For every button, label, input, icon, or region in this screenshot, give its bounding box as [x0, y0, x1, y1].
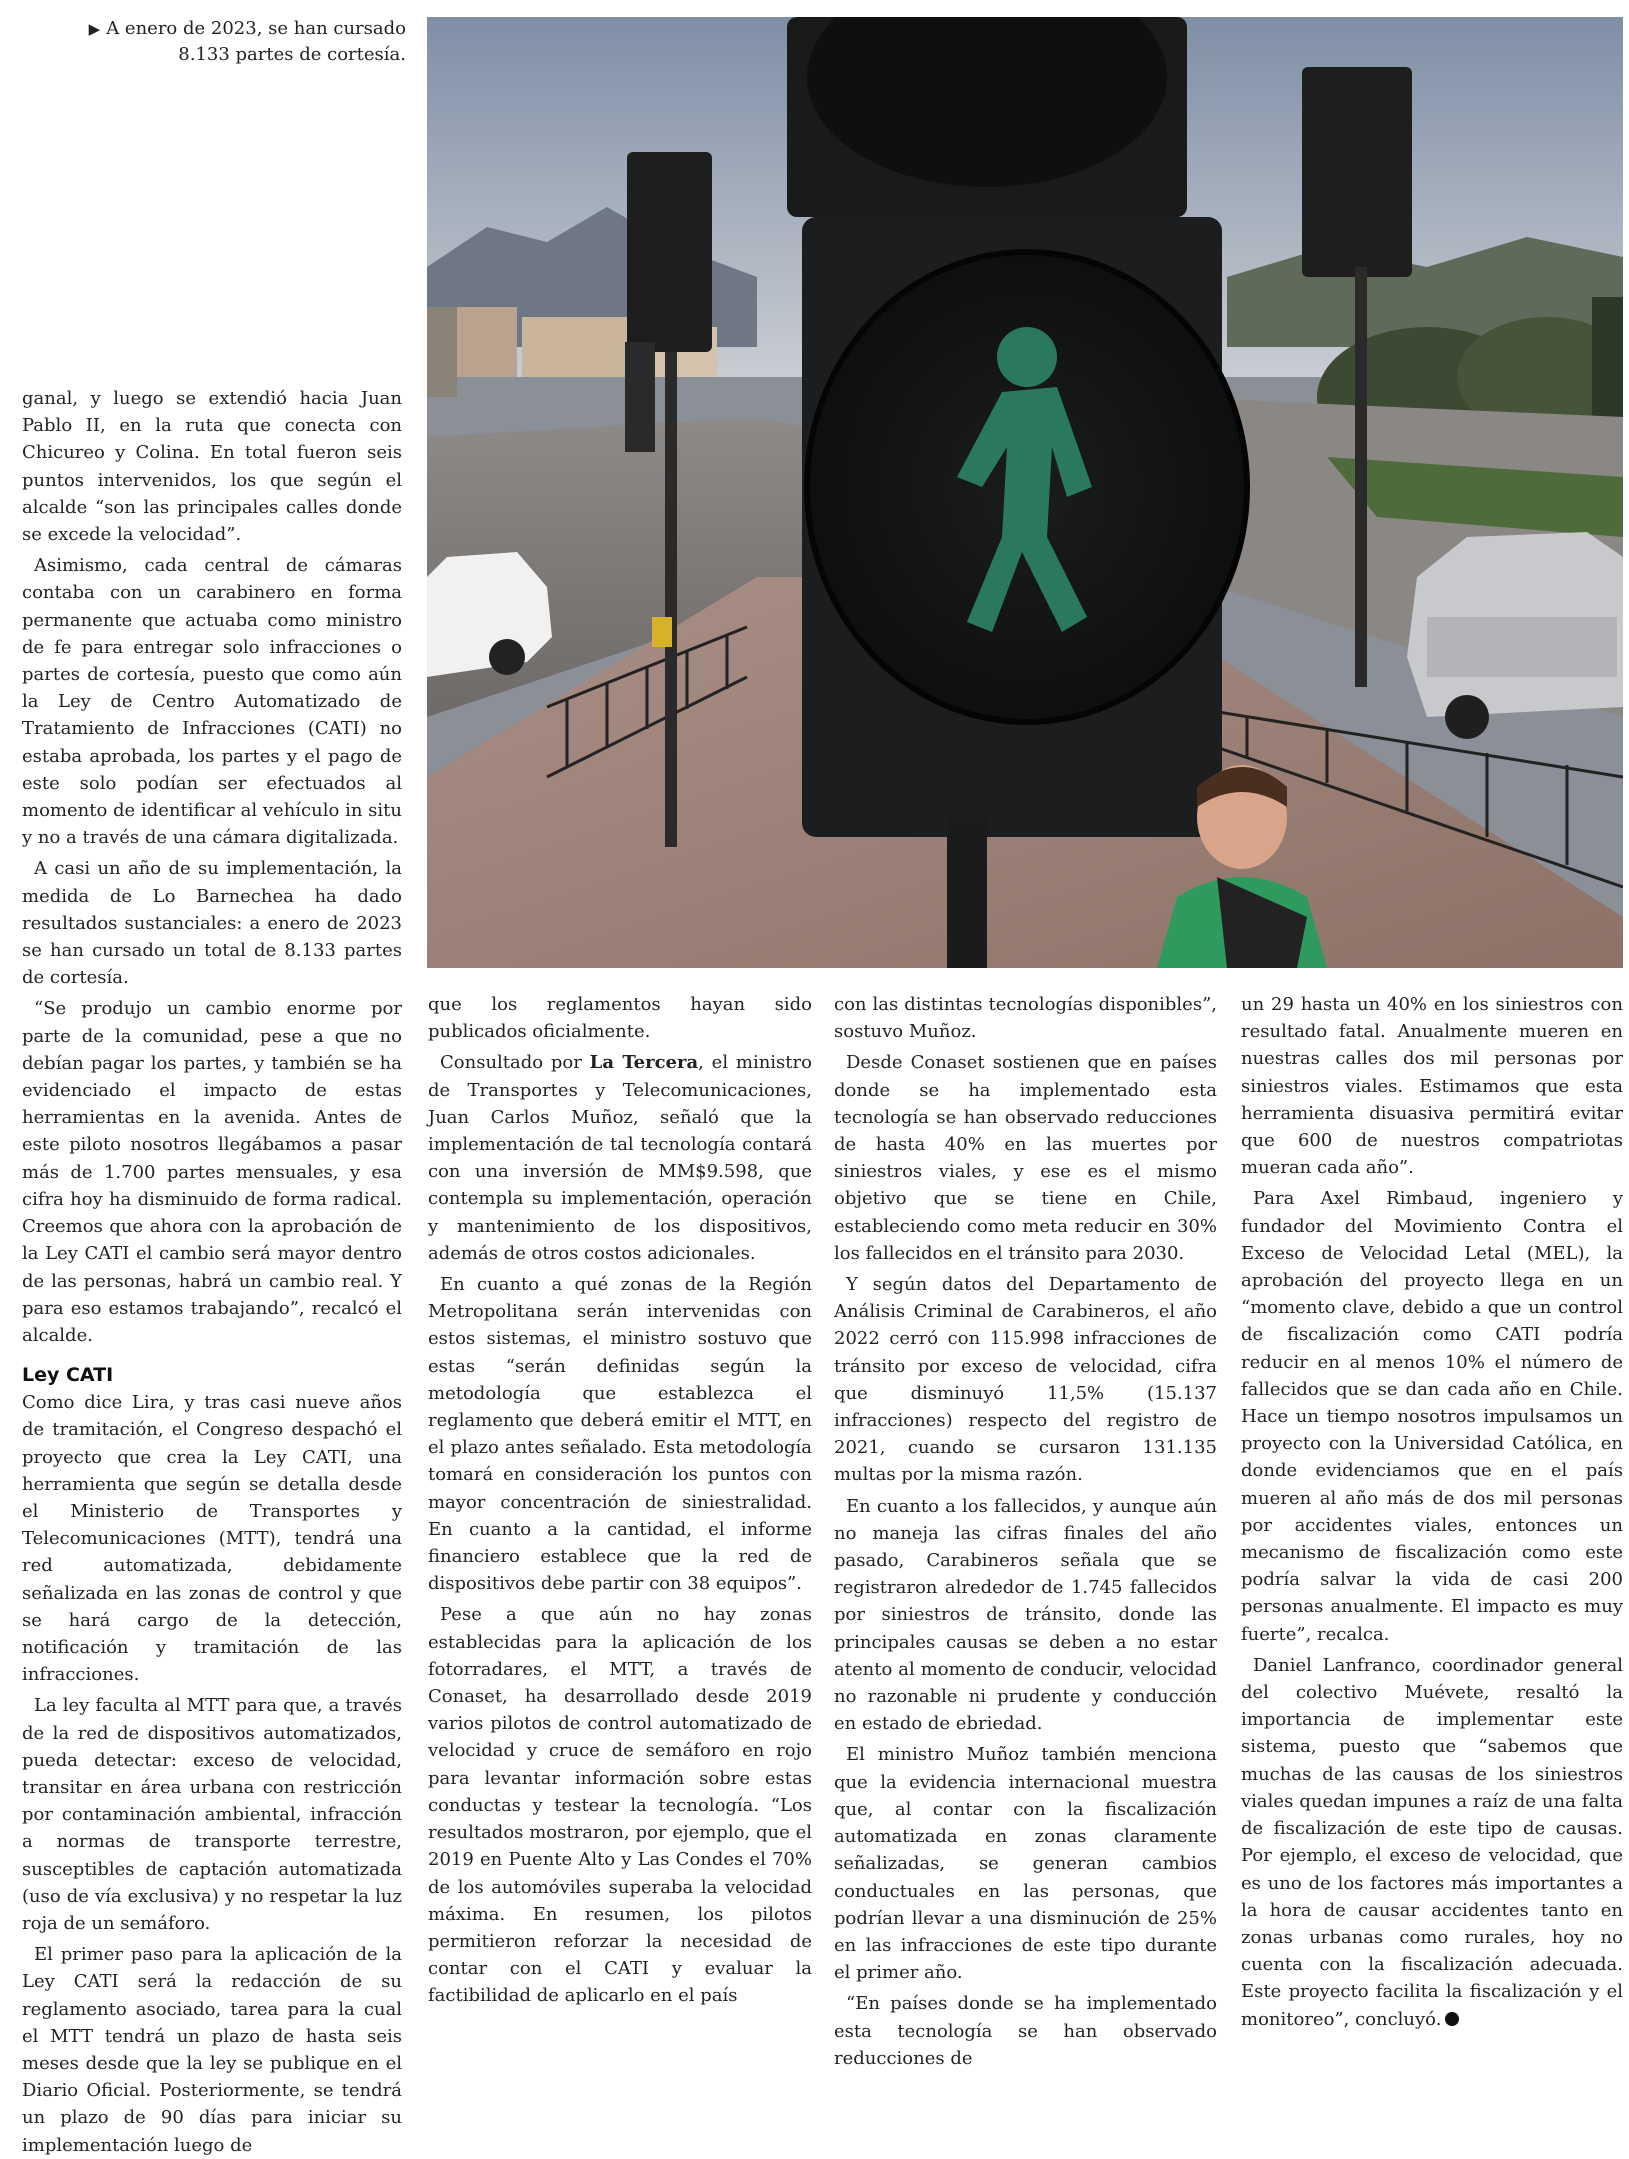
- paragraph: “En países donde se ha implementado esta tecnología se han observado reducciones de: [834, 1993, 1217, 2069]
- paragraph: Para Axel Rimbaud, ingeniero y fundador del Movimiento Contra el Exceso de Velocidad Letal (MEL), la aprobación del proyecto llega en un “momento clave, debido a que un control de fiscalización como CATI podría reducir en al menos 10% el número de fallecidos que se dan cada año en Chile. Hace un tiempo nosotros impulsamos un proyecto con la Universidad Católica, en donde evidenciamos que en el país mueren al año más de dos mil personas por accidentes viales, entonces un mecanismo de fiscalización como este podría salvar la vida de casi 200 personas anualmente. El impacto es muy fuerte”, recalca.: [1241, 1188, 1623, 1645]
- text-span: , el ministro de Transportes y Telecomunicaciones, Juan Carlos Muñoz, señaló que la implementación de tal tecnología contará con una inversión de MM$9.598, que contempla su implementación, operación y mantenimiento de los dispositivos, además de otros costos adicionales.: [428, 1052, 812, 1264]
- newspaper-name: La Tercera: [589, 1052, 699, 1074]
- text-span: Consultado por: [440, 1052, 590, 1074]
- paragraph: Como dice Lira, y tras casi nueve años de tramitación, el Congreso despachó el proyecto que crea la Ley CATI, una herramienta que según se detalla desde el Ministerio de Transportes y Telecomunicaciones (MTT), tendrá una red automatizada, debidamente señalizada en las zonas de control y que se hará cargo de la detección, notificación y tramitación de las infracciones.: [22, 1392, 402, 1686]
- article-column-1: [22, 385, 402, 2159]
- paragraph: que los reglamentos hayan sido publicados oficialmente.: [428, 994, 812, 1043]
- article-column-4: [1241, 991, 1623, 2033]
- paragraph: Y según datos del Departamento de Análisis Criminal de Carabineros, el año 2022 cerró con 115.998 infracciones de tránsito por exceso de velocidad, cifra que disminuyó 11,5% (15.137 infracciones) respecto del registro de 2021, cuando se cursaron 131.135 multas por la misma razón.: [834, 1274, 1217, 1486]
- paragraph: Desde Conaset sostienen que en países donde se ha implementado esta tecnología se han observado reducciones de hasta 40% en las muertes por siniestros viales, y ese es el mismo objetivo que se tiene en Chile, estableciendo como meta reducir en 30% los fallecidos en el tránsito para 2030.: [834, 1052, 1217, 1264]
- paragraph: Pese a que aún no hay zonas establecidas para la aplicación de los fotorradares, el MTT, a través de Conaset, ha desarrollado desde 2019 varios pilotos de control automatizado de velocidad y cruce de semáforo en rojo para levantar información sobre estas conductas y testear la tecnología. “Los resultados mostraron, por ejemplo, que el 2019 en Puente Alto y Las Condes el 70% de los automóviles superaba la velocidad máxima. En resumen, los pilotos permitieron reforzar la necesidad de contar con el CATI y evaluar la factibilidad de aplicarlo en el país: [428, 1604, 812, 2007]
- paragraph: A casi un año de su implementación, la medida de Lo Barnechea ha dado resultados sustanciales: a enero de 2023 se han cursado un total de 8.133 partes de cortesía.: [22, 858, 402, 989]
- paragraph: “Se produjo un cambio enorme por parte de la comunidad, pese a que no debían pagar los partes, y también se ha evidenciado el impacto de estas herramientas en la avenida. Antes de este piloto nosotros llegábamos a pasar más de 1.700 partes mensuales, y esa cifra hoy ha disminuido de forma radical. Creemos que ahora con la aprobación de la Ley CATI el cambio será mayor dentro de las personas, habrá un cambio real. Y para eso estamos trabajando”, recalcó el alcalde.: [22, 998, 402, 1346]
- paragraph: un 29 hasta un 40% en los siniestros con resultado fatal. Anualmente mueren en nuestras calles dos mil personas por siniestros viales. Estimamos que esta herramienta disuasiva permitirá evitar que 600 de nuestros compatriotas mueran cada año”.: [1241, 994, 1623, 1179]
- article-column-2: [428, 991, 812, 2010]
- paragraph: Asimismo, cada central de cámaras contaba con un carabinero en forma permanente que actuaba como ministro de fe para entregar solo infracciones o partes de cortesía, puesto que como aún la Ley de Centro Automatizado de Tratamiento de Infracciones (CATI) no estaba aprobada, los partes y el pago de este solo podían ser efectuados al momento de identificar al vehículo in situ y no a través de una cámara digitalizada.: [22, 555, 402, 849]
- paragraph: [428, 1049, 812, 1267]
- section-heading: Ley CATI: [22, 1364, 114, 1387]
- pull-quote-text: A enero de 2023, se han cursado 8.133 partes de cortesía.: [106, 18, 406, 65]
- paragraph: En cuanto a qué zonas de la Región Metropolitana serán intervenidas con estos sistemas, el ministro sostuvo que estas “serán definidas según la metodología que establezca el reglamento que deberá emitir el MTT, en el plazo antes señalado. Esta metodología tomará en consideración los puntos con mayor concentración de siniestralidad. En cuanto a la cantidad, el informe financiero establece que la red de dispositivos debe partir con 38 equipos”.: [428, 1274, 812, 1595]
- article-column-3: [834, 991, 1217, 2072]
- triangle-right-icon: ▶: [88, 20, 101, 38]
- pull-quote: [40, 16, 406, 68]
- paragraph: con las distintas tecnologías disponibles”, sostuvo Muñoz.: [834, 994, 1217, 1043]
- paragraph: En cuanto a los fallecidos, y aunque aún no maneja las cifras finales del año pasado, Carabineros señala que se registraron alrededor de 1.745 fallecidos por siniestros de tránsito, donde las principales causas se deben a no estar atento al momento de conducir, velocidad no razonable ni prudente y conducción en estado de ebriedad.: [834, 1495, 1217, 1735]
- article-photo: [427, 17, 1623, 968]
- end-of-article-dot-icon: [1445, 2012, 1459, 2026]
- paragraph: El primer paso para la aplicación de la Ley CATI será la redacción de su reglamento asociado, tarea para la cual el MTT tendrá un plazo de hasta seis meses desde que la ley se publique en el Diario Oficial. Posteriormente, se tendrá un plazo de 90 días para iniciar su implementación luego de: [22, 1944, 402, 2156]
- paragraph: [1241, 1652, 1623, 2033]
- pedestrian-traffic-light-photo: [427, 17, 1623, 968]
- paragraph: El ministro Muñoz también menciona que la evidencia internacional muestra que, al contar con la fiscalización automatizada en zonas claramente señalizadas, se generan cambios conductuales en las personas, que podrían llevar a una disminución de 25% en las infracciones de este tipo durante el primer año.: [834, 1744, 1217, 1984]
- paragraph: La ley faculta al MTT para que, a través de la red de dispositivos automatizados, pueda detectar: exceso de velocidad, transitar en área urbana con restricción por contaminación ambiental, infracción a normas de transporte terrestre, susceptibles de captación automatizada (uso de vía exclusiva) y no respetar la luz roja de un semáforo.: [22, 1695, 402, 1934]
- paragraph: ganal, y luego se extendió hacia Juan Pablo II, en la ruta que conecta con Chicureo y Colina. En total fueron seis puntos intervenidos, los que según el alcalde “son las principales calles donde se excede la velocidad”.: [22, 388, 402, 546]
- text-span: Daniel Lanfranco, coordinador general del colectivo Muévete, resaltó la importancia de implementar este sistema, puesto que “sabemos que muchas de las causas de los siniestros viales quedan impunes a raíz de una falta de fiscalización de este tipo de causas. Por ejemplo, el exceso de velocidad, que es uno de los factores más importantes a la hora de causar accidentes tanto en zonas urbanas como rurales, hoy no cuenta con la fiscalización adecuada. Este proyecto facilita la fiscalización y el monitoreo”, concluyó.: [1241, 1654, 1623, 2030]
